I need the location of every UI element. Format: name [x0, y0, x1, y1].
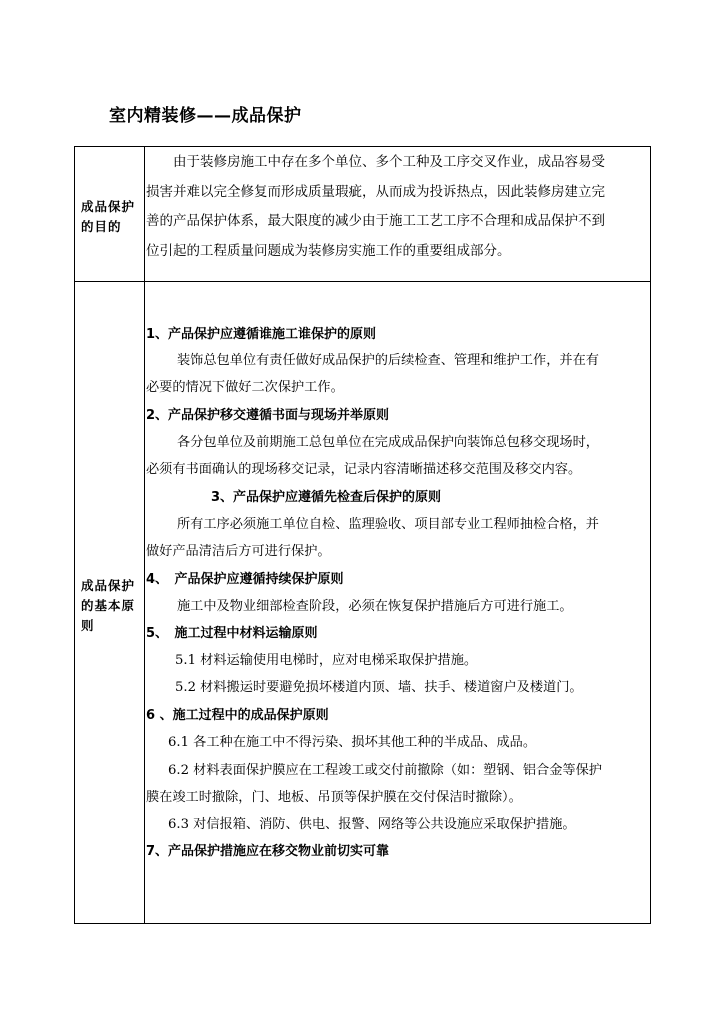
row1-line: 位引起的工程质量问题成为装修房实施工作的重要组成部分。 — [146, 242, 511, 259]
principle-text: 必须有书面确认的现场移交记录，记录内容清晰描述移交范围及移交内容。 — [146, 462, 582, 477]
principle-heading: 5、 施工过程中材料运输原则 — [146, 626, 318, 641]
principle-text: 施工中及物业细部检查阶段，必须在恢复保护措施后方可进行施工。 — [177, 599, 573, 614]
page-title: 室内精装修——成品保护 — [109, 106, 302, 126]
principle-heading: 6 、施工过程中的成品保护原则 — [146, 708, 329, 723]
row1-label: 成品保护的目的 — [81, 199, 136, 234]
principle-text: 必要的情况下做好二次保护工作。 — [146, 380, 344, 395]
row1-line: 损害并难以完全修复而形成质量瑕疵，从而成为投诉热点，因此装修房建立完 — [146, 183, 605, 200]
content-table — [74, 146, 651, 924]
principle-heading: 4、 产品保护应遵循持续保护原则 — [146, 572, 344, 587]
principle-text: 膜在竣工时撤除，门、地板、吊顶等保护膜在交付保洁时撤除）。 — [146, 790, 522, 805]
principle-text: 装饰总包单位有责任做好成品保护的后续检查、管理和维护工作，并在有 — [177, 353, 599, 368]
row1-line: 善的产品保护体系，最大限度的减少由于施工工艺工序不合理和成品保护不到 — [146, 213, 605, 229]
row2-label: 成品保护的基本原则 — [81, 578, 136, 633]
principle-text: 5.1 材料运输使用电梯时，应对电梯采取保护措施。 — [175, 653, 478, 668]
principle-text: 6.2 材料表面保护膜应在工程竣工或交付前撤除（如：塑钢、铝合金等保护 — [168, 763, 602, 778]
column-divider — [144, 147, 145, 923]
principle-heading: 2、产品保护移交遵循书面与现场并举原则 — [146, 408, 390, 423]
principle-heading: 3、产品保护应遵循先检查后保护的原则 — [211, 490, 442, 505]
row1-content — [146, 147, 647, 266]
principle-text: 各分包单位及前期施工总包单位在完成成品保护向装饰总包移交现场时， — [177, 435, 599, 450]
principle-heading: 1、产品保护应遵循谁施工谁保护的原则 — [146, 327, 377, 342]
principle-heading: 7、产品保护措施应在移交物业前切实可靠 — [146, 844, 390, 859]
principle-text: 6.1 各工种在施工中不得污染、损坏其他工种的半成品、成品。 — [168, 735, 537, 750]
principle-text: 所有工序必须施工单位自检、监理验收、项目部专业工程师抽检合格，并 — [177, 517, 599, 532]
row-divider — [75, 281, 650, 282]
row1-line: 由于装修房施工中存在多个单位、多个工种及工序交叉作业，成品容易受 — [173, 154, 605, 170]
principle-text: 5.2 材料搬运时要避免损坏楼道内顶、墙、扶手、楼道窗户及楼道门。 — [175, 680, 583, 695]
principle-text: 做好产品清洁后方可进行保护。 — [146, 544, 331, 559]
principle-text: 6.3 对信报箱、消防、供电、报警、网络等公共设施应采取保护措施。 — [168, 817, 576, 832]
